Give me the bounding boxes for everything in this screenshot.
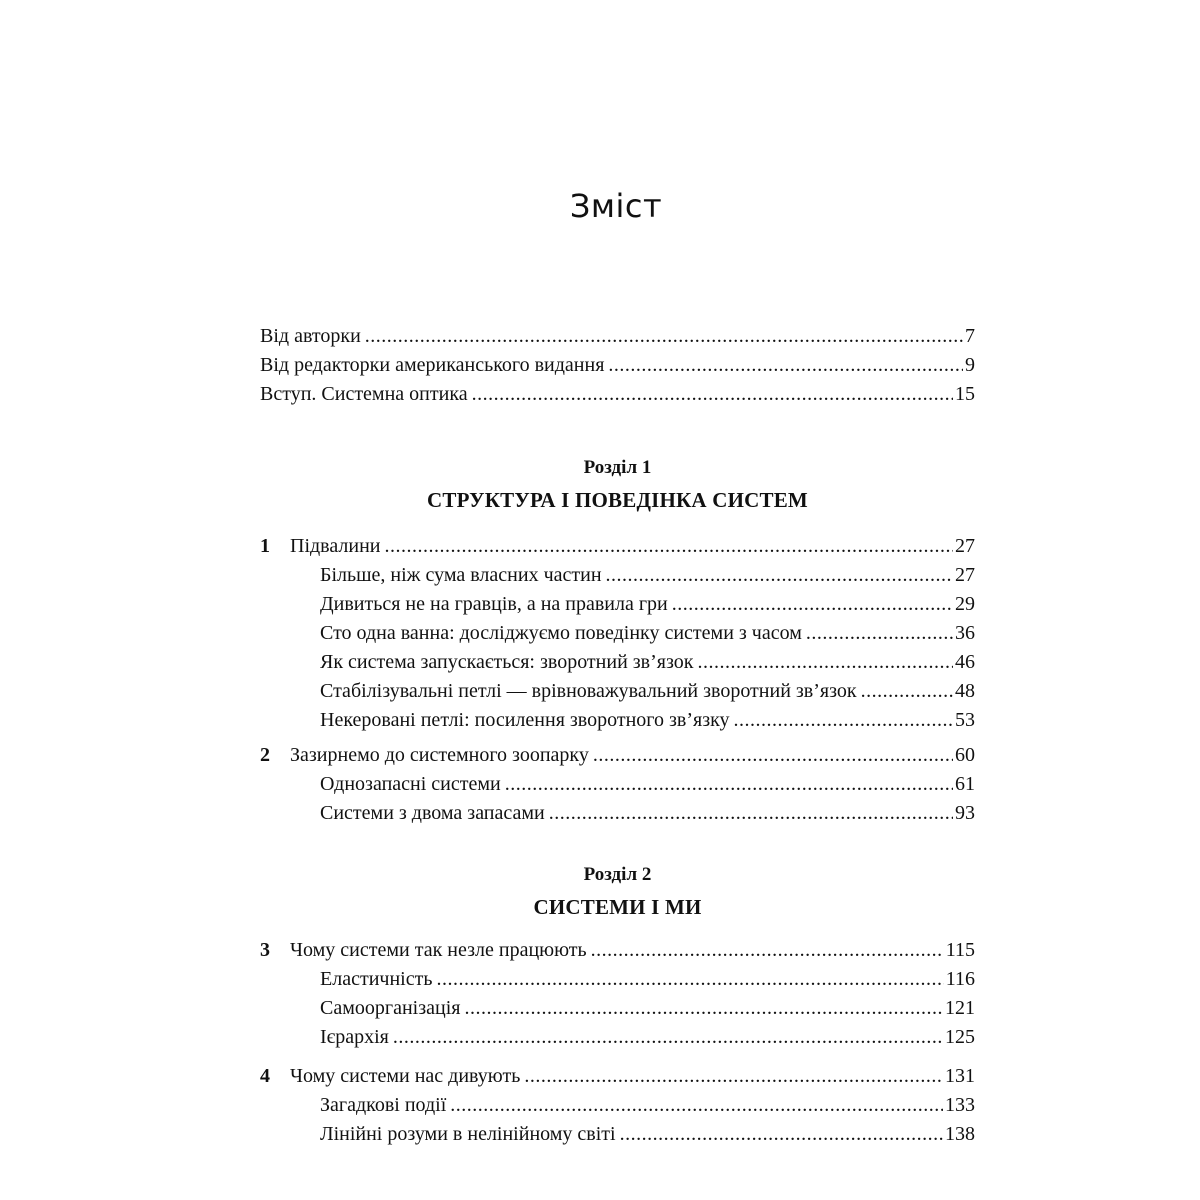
dot-leader [861,677,953,706]
toc-chapter-entry[interactable] [260,1062,975,1091]
entry-page: 131 [945,1065,975,1087]
entry-page: 36 [955,622,975,644]
dot-leader [524,1062,943,1091]
entry-page: 27 [955,564,975,586]
dot-leader [734,706,953,735]
dot-leader [672,590,953,619]
entry-label: Чому системи нас дивують [290,1065,521,1087]
toc-sub-entry[interactable] [260,1023,975,1052]
entry-page: 53 [955,709,975,731]
entry-label: Чому системи так незле працюють [290,939,587,961]
dot-leader [620,1120,943,1149]
toc-chapter-entry[interactable] [260,936,975,965]
entry-label: Більше, ніж сума власних частин [320,564,602,586]
chapter-block [260,741,975,828]
dot-leader [505,770,953,799]
toc-sub-entry[interactable] [260,619,975,648]
entry-page: 125 [945,1026,975,1048]
entry-label: Стабілізувальні петлі — врівноважувальний зворотний зв’язок [320,680,857,702]
toc-entry[interactable] [260,380,975,409]
entry-label: Дивиться не на гравців, а на правила гри [320,593,668,615]
dot-leader [698,648,954,677]
dot-leader [591,936,944,965]
dot-leader [393,1023,943,1052]
entry-label: Від редакторки американського видання [260,354,605,376]
dot-leader [385,532,954,561]
section-title: СИСТЕМИ І МИ [533,895,702,919]
dot-leader [365,322,963,351]
chapter-block [260,1062,975,1149]
section-part: Розділ 2 [583,864,652,885]
toc-sub-entry[interactable] [260,648,975,677]
section-heading [260,455,975,515]
toc-entry[interactable] [260,351,975,380]
dot-leader [436,965,943,994]
entry-label: Самоорганізація [320,997,461,1019]
entry-label: Системи з двома запасами [320,802,545,824]
dot-leader [593,741,953,770]
entry-page: 60 [955,744,975,766]
toc-sub-entry[interactable] [260,677,975,706]
entry-page: 115 [945,939,975,961]
dot-leader [606,561,953,590]
entry-label: Ієрархія [320,1026,389,1048]
entry-page: 138 [945,1123,975,1145]
toc-sub-entry[interactable] [260,1120,975,1149]
dot-leader [549,799,953,828]
page-title: Зміст [569,187,663,226]
toc-sub-entry[interactable] [260,561,975,590]
dot-leader [806,619,953,648]
entry-page: 7 [965,325,975,347]
entry-page: 121 [945,997,975,1019]
entry-page: 116 [945,968,975,990]
chapter-block [260,936,975,1052]
entry-label: Загадкові події [320,1094,447,1116]
toc-sub-entry[interactable] [260,994,975,1023]
entry-page: 48 [955,680,975,702]
section-part: Розділ 1 [583,457,652,478]
toc-sub-entry[interactable] [260,965,975,994]
entry-label: Як система запускається: зворотний зв’язок [320,651,694,673]
entry-label: Однозапасні системи [320,773,501,795]
toc-sub-entry[interactable] [260,1091,975,1120]
section-heading [260,862,975,922]
chapter-number: 2 [260,744,270,766]
toc-sub-entry[interactable] [260,706,975,735]
entry-label: Зазирнемо до системного зоопарку [290,744,589,766]
entry-page: 61 [955,773,975,795]
entry-label: Еластичність [320,968,433,990]
entry-label: Лінійні розуми в нелінійному світі [320,1123,616,1145]
dot-leader [450,1091,943,1120]
entry-label: Вступ. Системна оптика [260,383,468,405]
toc-chapter-entry[interactable] [260,741,975,770]
entry-label: Сто одна ванна: досліджуємо поведінку системи з часом [320,622,802,644]
chapter-block [260,532,975,735]
toc-sub-entry[interactable] [260,770,975,799]
entry-page: 15 [955,383,975,405]
dot-leader [472,380,953,409]
entry-page: 9 [965,354,975,376]
entry-page: 46 [955,651,975,673]
toc-sub-entry[interactable] [260,590,975,619]
entry-label: Некеровані петлі: посилення зворотного зв’язку [320,709,730,731]
chapter-number: 4 [260,1065,270,1087]
toc-entry[interactable] [260,322,975,351]
dot-leader [608,351,963,380]
chapter-number: 3 [260,939,270,961]
dot-leader [464,994,943,1023]
entry-page: 27 [955,535,975,557]
toc-chapter-entry[interactable] [260,532,975,561]
entry-label: Від авторки [260,325,361,347]
front-matter-list [260,322,975,409]
toc-sub-entry[interactable] [260,799,975,828]
entry-page: 133 [945,1094,975,1116]
section-title: СТРУКТУРА І ПОВЕДІНКА СИСТЕМ [427,488,808,512]
entry-page: 93 [955,802,975,824]
chapter-number: 1 [260,535,270,557]
entry-label: Підвалини [290,535,381,557]
entry-page: 29 [955,593,975,615]
